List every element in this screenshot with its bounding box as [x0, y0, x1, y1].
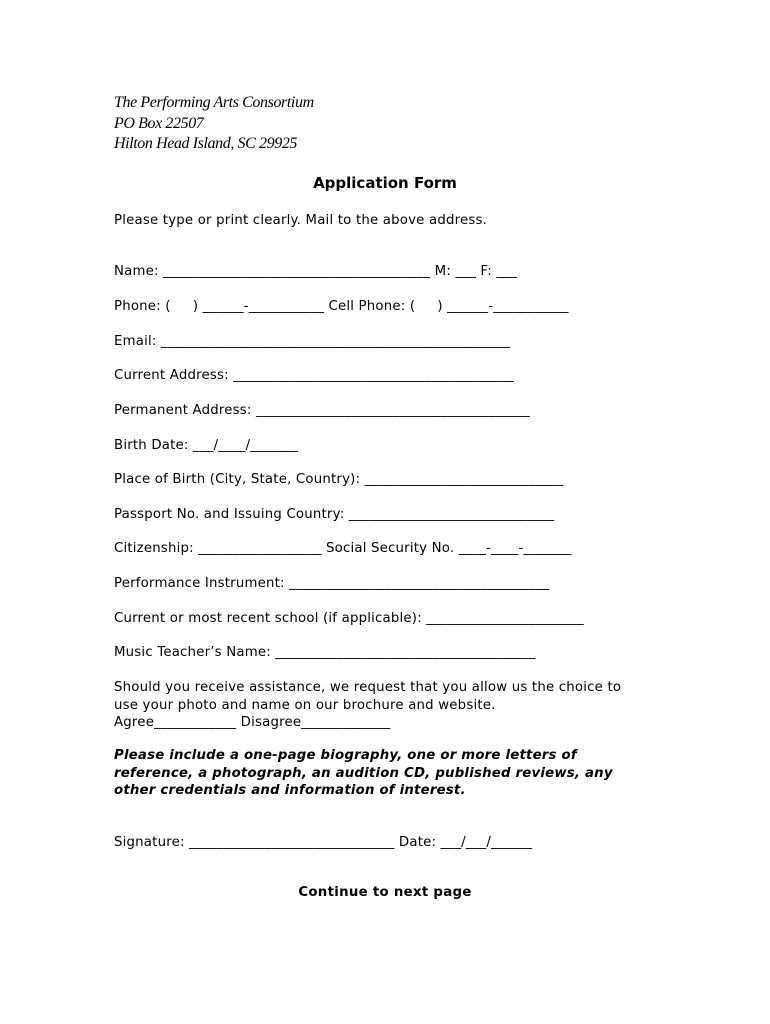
- phone-field[interactable]: Phone: ( ) ______-___________ Cell Phone: ( ) ______-___________: [114, 299, 569, 314]
- place-of-birth-field[interactable]: Place of Birth (City, State, Country): _____________________________: [114, 472, 564, 487]
- signature-date-field[interactable]: Signature: ______________________________ Date: ___/___/______: [114, 835, 533, 850]
- permanent-address-field[interactable]: Permanent Address: ________________________________________: [114, 403, 530, 418]
- note-line-2: reference, a photograph, an audition CD, published reviews, any: [114, 765, 613, 781]
- teacher-name-field[interactable]: Music Teacher’s Name: ______________________________________: [114, 645, 536, 660]
- note-line-1: Please include a one-page biography, one or more letters of: [114, 748, 577, 763]
- consent-line-2: use your photo and name on our brochure and website.: [114, 697, 496, 713]
- citizenship-ssn-field[interactable]: Citizenship: __________________ Social Security No. ____-____-_______: [114, 541, 572, 556]
- name-field[interactable]: Name: _______________________________________ M: ___ F: ___: [114, 264, 517, 279]
- birth-date-field[interactable]: Birth Date: ___/____/_______: [114, 438, 299, 453]
- continue-note: Continue to next page: [298, 885, 472, 900]
- city-state-zip: Hilton Head Island, SC 29925: [114, 135, 298, 152]
- attachments-note: [114, 747, 654, 800]
- po-box: PO Box 22507: [114, 114, 204, 132]
- agree-disagree-field[interactable]: Agree____________ Disagree_____________: [114, 715, 391, 730]
- instrument-field[interactable]: Performance Instrument: ______________________________________: [114, 576, 550, 591]
- passport-field[interactable]: Passport No. and Issuing Country: ______________________________: [114, 507, 555, 522]
- school-field[interactable]: Current or most recent school (if applicable): _______________________: [114, 611, 584, 626]
- org-name: The Performing Arts Consortium: [114, 94, 314, 111]
- organization-address: [114, 93, 314, 155]
- note-line-3: other credentials and information of interest.: [114, 783, 466, 798]
- current-address-field[interactable]: Current Address: _________________________________________: [114, 368, 515, 383]
- instructions-text: Please type or print clearly. Mail to the above address.: [114, 213, 488, 228]
- consent-line-1: Should you receive assistance, we request that you allow us the choice to: [114, 680, 622, 695]
- email-field[interactable]: Email: ___________________________________________________: [114, 334, 511, 349]
- form-title: Application Form: [313, 174, 457, 192]
- photo-consent: [114, 679, 644, 732]
